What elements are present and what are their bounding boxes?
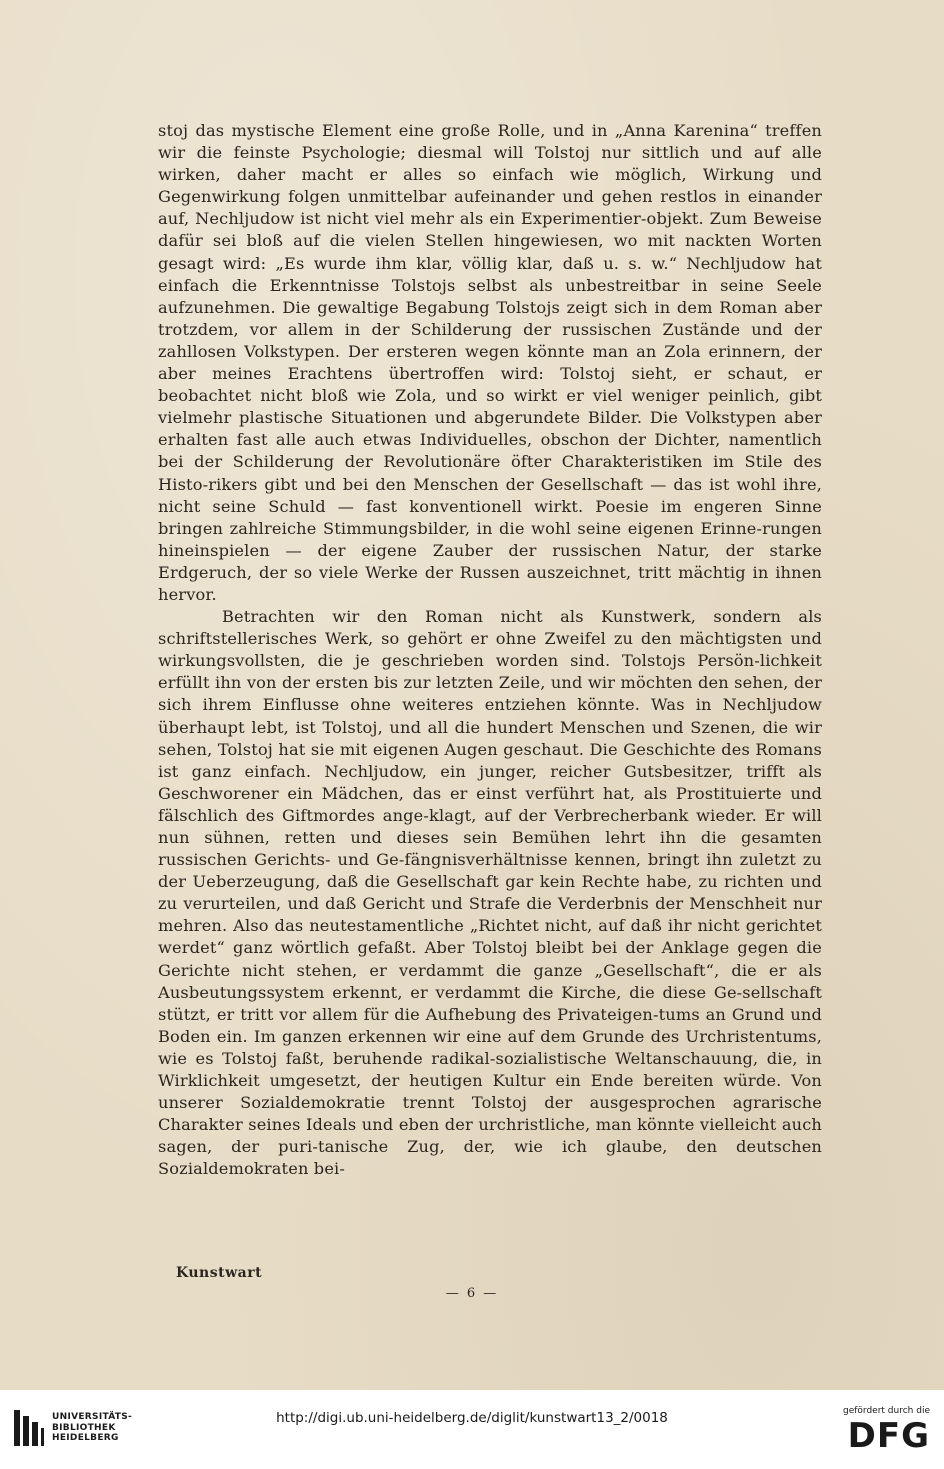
funding-caption: gefördert durch die bbox=[843, 1406, 930, 1416]
library-name-line: HEIDELBERG bbox=[52, 1433, 119, 1444]
dfg-logo-icon: DFG bbox=[847, 1416, 930, 1456]
page-number: — 6 — bbox=[445, 1286, 499, 1301]
paragraph-2: Betrachten wir den Roman nicht als Kunstwerk, sondern als schriftstellerisches Werk, so gehört er ohne Zweifel zu den mächtigsten und wirkungsvollsten, die je geschrieben worden sind. Tolstojs Persön-lichkeit erfüllt ihn von der ersten bis zur letzten Zeile, und wir möchten den sehen, der sich ihrem Einflusse ohne weiteres entziehen könnte. Was in Nechljudow überhaupt lebt, ist Tolstoj, und all die hundert Menschen und Szenen, die wir sehen, Tolstoj hat sie mit eigenen Augen geschaut. Die Geschichte des Romans ist ganz einfach. Nechljudow, ein junger, reicher Gutsbesitzer, trifft als Geschworener ein Mädchen, das er einst verführt hat, als Prostituierte und fälschlich des Giftmordes ange-klagt, auf der Verbrecherbank wieder. Er will nun sühnen, retten und dieses sein Bemühen lehrt ihn die gesamten russischen Gerichts- und Ge-fängnisverhältnisse kennen, bringt ihn zuletzt zu der Ueberzeugung, daß die Gesellschaft gar kein Rechte habe, zu richten und zu verurteilen, und daß Gericht und Strafe die Verderbnis der Menschheit nur mehren. Also das neutestamentliche „Richtet nicht, auf daß ihr nicht gerichtet werdet“ ganz wörtlich gefaßt. Aber Tolstoj bleibt bei der Anklage gegen die Gerichte nicht stehen, er verdammt die ganze „Gesellschaft“, die er als Ausbeutungssystem erkennt, er verdammt die Kirche, die diese Ge-sellschaft stützt, er tritt vor allem für die Aufhebung des Privateigen-tums an Grund und Boden ein. Im ganzen erkennen wir eine auf dem Grunde des Urchristentums, wie es Tolstoj faßt, beruhende radikal-sozialistische Weltanschauung, die, in Wirklichkeit umgesetzt, der heutigen Kultur ein Ende bereiten würde. Von unserer Sozialdemokratie trennt Tolstoj der ausgesprochen agrarische Charakter seines Ideals und eben der urchristliche, man könnte vielleicht auch sagen, der puri-tanische Zug, der, wie ich glaube, den deutschen Sozialdemokraten bei- bbox=[158, 607, 822, 1179]
source-url[interactable]: http://digi.ub.uni-heidelberg.de/diglit/kunstwart13_2/0018 bbox=[276, 1410, 668, 1426]
library-name-line: UNIVERSITÄTS- bbox=[52, 1412, 133, 1423]
library-name-line: BIBLIOTHEK bbox=[52, 1422, 116, 1433]
paragraph-1: stoj das mystische Element eine große Rolle, und in „Anna Karenina“ treffen wir die feinste Psychologie; diesmal will Tolstoj nur sittlich und auf alle wirken, daher macht er alles so einfach wie möglich, Wirkung und Gegenwirkung folgen unmittelbar aufeinander und gehen restlos in einander auf, Nechljudow ist nicht viel mehr als ein Experimentier-objekt. Zum Beweise dafür sei bloß auf die vielen Stellen hingewiesen, wo mit nackten Worten gesagt wird: „Es wurde ihm klar, völlig klar, daß u. s. w.“ Nechljudow hat einfach die Erkenntnisse Tolstojs selbst als unbestreitbar in seine Seele aufzunehmen. Die gewaltige Begabung Tolstojs zeigt sich in dem Roman aber trotzdem, vor allem in der Schilderung der russischen Zustände und der zahllosen Volkstypen. Der ersteren wegen könnte man an Zola erinnern, der aber meines Erachtens übertroffen wird: Tolstoj sieht, er schaut, er beobachtet nicht bloß wie Zola, und so wirkt er viel weniger peinlich, gibt vielmehr plastische Situationen und abgerundete Bilder. Die Volkstypen aber erhalten fast alle auch etwas Individuelles, obschon der Dichter, namentlich bei der Schilderung der Revolutionäre öfter Charakteristiken im Stile des Histo-rikers gibt und bei den Menschen der Gesellschaft — das ist wohl ihre, nicht seine Schuld — fast konventionell wirkt. Poesie im engeren Sinne bringen zahlreiche Stimmungsbilder, in die wohl seine eigenen Erinne-rungen hineinspielen — der eigene Zauber der russischen Natur, der starke Erdgeruch, der so viele Werke der Russen auszeichnet, tritt mächtig in ihnen hervor. bbox=[158, 121, 822, 604]
journal-signature: Kunstwart bbox=[176, 1265, 263, 1281]
digitization-footer bbox=[0, 1390, 944, 1469]
body-text bbox=[158, 120, 822, 1181]
funding-logo bbox=[834, 1406, 930, 1454]
